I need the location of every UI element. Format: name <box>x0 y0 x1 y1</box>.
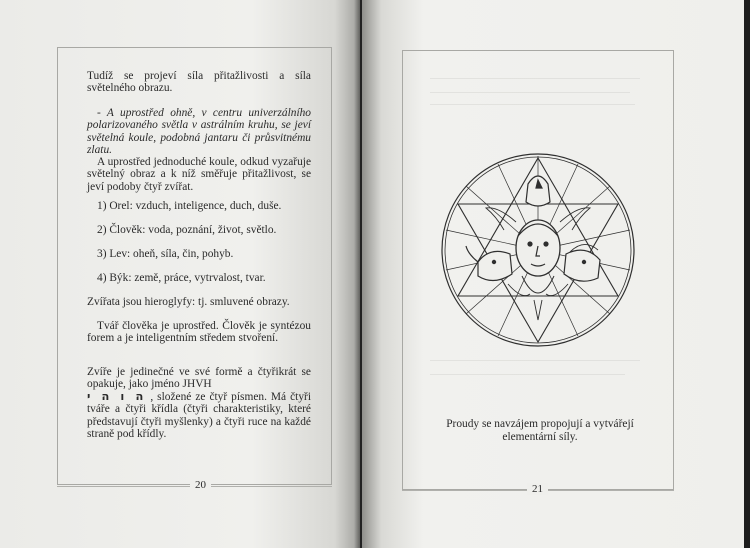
page-number-right: 21 <box>527 483 548 495</box>
figure-caption: Proudy se navzájem propojují a vytvářejí elementární síly. <box>446 418 634 443</box>
paragraph-7-text: , složené ze čtyř písmen. Má čtyři tváře a čtyři křídla (čtyři charakteristiky, které představují čtyři myšlenky) a čtyři ruce na každé straně pod křídly. <box>87 391 311 441</box>
list-item-bull: 4) Býk: země, práce, vytrvalost, tvar. <box>97 272 266 284</box>
page-number-left: 20 <box>190 479 211 491</box>
paragraph-6: Zvíře je jedinečné ve své formě a čtyřikrát se opakuje, jako jméno JHVH <box>87 366 311 391</box>
show-through-line <box>430 104 635 105</box>
show-through-line <box>430 78 640 79</box>
paragraph-1: Tudíž se projeví síla přitažlivosti a síla světelného obrazu. <box>87 70 311 95</box>
list-item-lion: 3) Lev: oheň, síla, čin, pohyb. <box>97 248 234 260</box>
paragraph-7 <box>87 390 311 441</box>
paragraph-2-italic: - A uprostřed ohně, v centru univerzálního polarizovaného světla v astrálním kruhu, se jeví světelná koule, podobná jantaru či průsvitnému zlatu. <box>87 107 311 157</box>
show-through-line <box>430 360 640 361</box>
paragraph-4: Zvířata jsou hieroglyfy: tj. smluvené obrazy. <box>87 296 290 308</box>
hebrew-tetragrammaton: ה ו ה י <box>87 389 147 403</box>
tetramorph-emblem-icon <box>438 150 638 350</box>
paragraph-5: Tvář člověka je uprostřed. Člověk je syntézou forem a je inteligentním středem stvoření. <box>87 320 311 345</box>
show-through-line <box>430 374 625 375</box>
scan-edge <box>744 0 750 548</box>
show-through-line <box>430 92 630 93</box>
paragraph-3: A uprostřed jednoduché koule, odkud vyzařuje světelný obraz a k níž směřuje přitažlivost, se jeví podoby čtyř zvířat. <box>87 156 311 193</box>
list-item-eagle: 1) Orel: vzduch, inteligence, duch, duše. <box>97 200 282 212</box>
list-item-man: 2) Člověk: voda, poznání, život, světlo. <box>97 224 277 236</box>
